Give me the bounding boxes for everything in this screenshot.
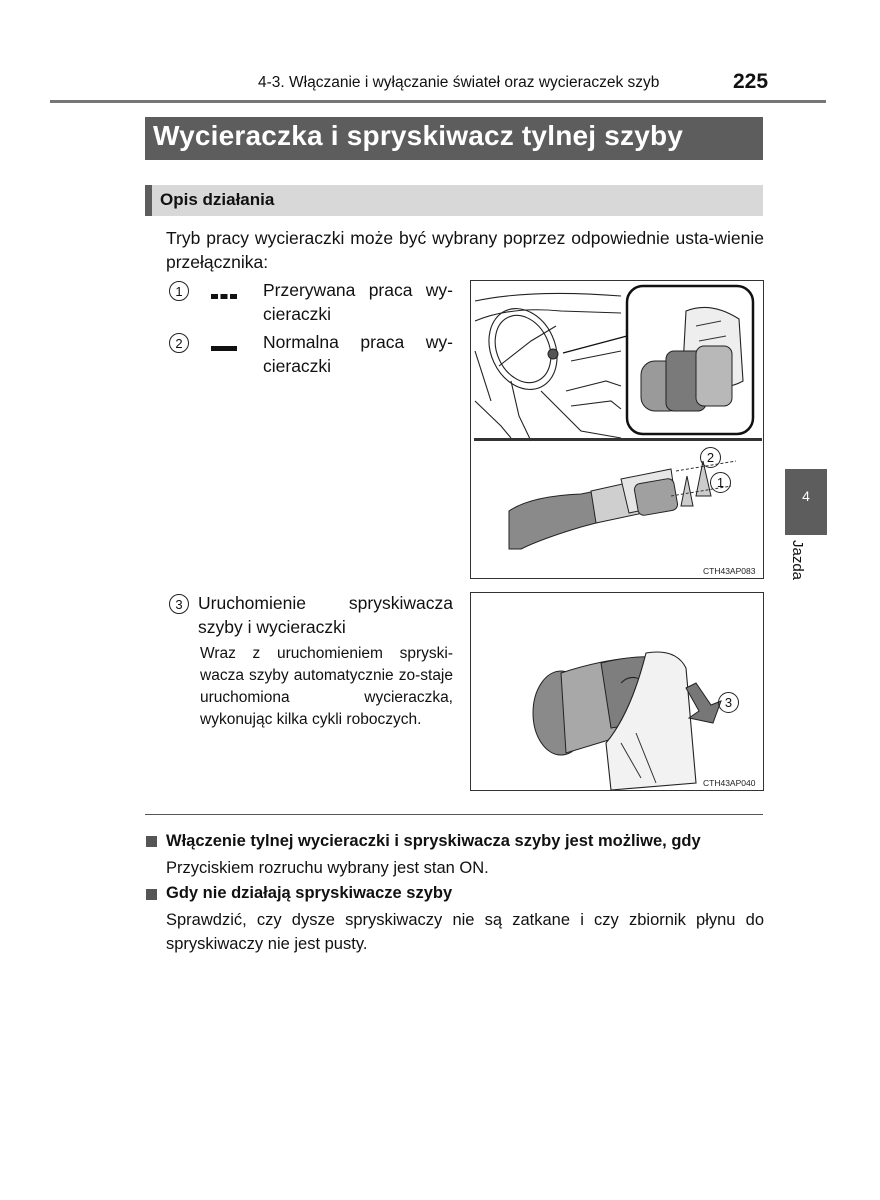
chapter-label-text: Jazda	[789, 540, 806, 581]
item-number-3: 3	[169, 594, 189, 614]
notes-divider	[145, 814, 763, 815]
item-text-1: Przerywana praca wy-cieraczki	[263, 280, 453, 324]
figure1-callout-2: 2	[700, 447, 721, 468]
square-bullet-icon	[146, 836, 157, 847]
header-divider	[50, 100, 826, 103]
page-title: Wycieraczka i spryskiwacz tylnej szyby	[153, 120, 684, 151]
square-bullet-icon	[146, 889, 157, 900]
note-heading-1: Włączenie tylnej wycieraczki i spryskiwacza szyby jest możliwe, gdy	[166, 832, 701, 850]
figure-wiper-switch	[470, 280, 764, 579]
item-number-2: 2	[169, 333, 189, 353]
washer-illustration	[471, 593, 763, 790]
running-header: 4-3. Włączanie i wyłączanie świateł oraz wycieraczek szyb	[258, 74, 660, 91]
dashboard-illustration	[471, 281, 763, 578]
chapter-label	[784, 540, 808, 600]
figure1-caption: CTH43AP083	[703, 566, 756, 576]
page-number: 225	[733, 70, 769, 93]
intro-paragraph: Tryb pracy wycieraczki może być wybrany poprzez odpowiednie usta-wienie przełącznika:	[166, 228, 764, 272]
note-body-1: Przyciskiem rozruchu wybrany jest stan ON.	[166, 859, 489, 877]
section-heading: Opis działania	[160, 190, 275, 209]
item-number-1: 1	[169, 281, 189, 301]
chapter-number: 4	[802, 488, 810, 504]
item-text-2: Normalna praca wy-cieraczki	[263, 332, 453, 376]
section-heading-accent	[145, 185, 152, 216]
figure2-caption: CTH43AP040	[703, 778, 756, 788]
note-body-2: Sprawdzić, czy dysze spryskiwaczy nie są zatkane i czy zbiornik płynu do spryskiwaczy nie jest pusty.	[166, 911, 764, 953]
item-detail-3: Wraz z uruchomieniem spryski-wacza szyby automatycznie zo-staje uruchomiona wycieraczka, wykonując kilka cykli roboczych.	[200, 645, 453, 728]
figure1-callout-1: 1	[710, 472, 731, 493]
figure2-callout-3: 3	[718, 692, 739, 713]
solid-line-icon	[211, 339, 237, 345]
note-heading-2: Gdy nie działają spryskiwacze szyby	[166, 884, 453, 902]
figure-washer-operation	[470, 592, 764, 791]
item-text-3: Uruchomienie spryskiwacza szyby i wycieraczki	[198, 593, 453, 637]
dashed-line-icon	[211, 287, 237, 293]
